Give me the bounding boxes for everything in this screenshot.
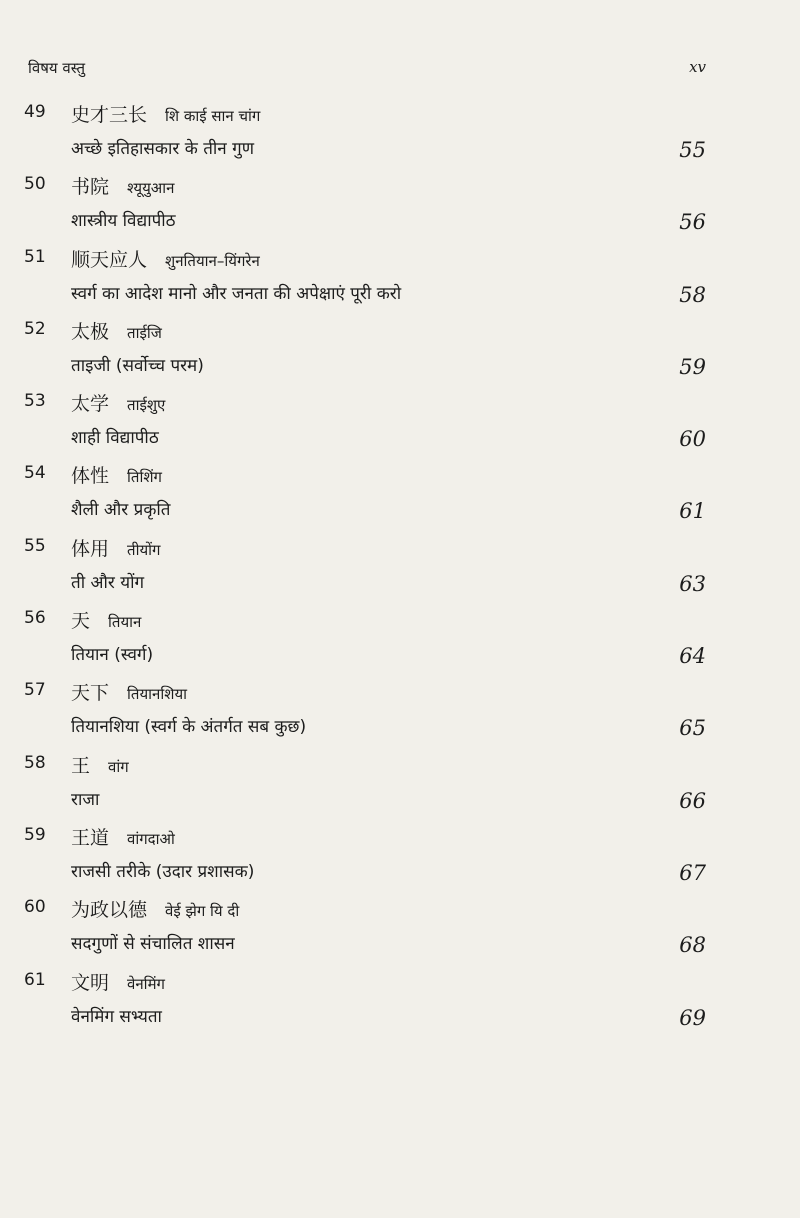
entry-gloss: शास्त्रीय विद्यापीठ bbox=[71, 211, 176, 232]
entry-gloss: ताइजी (सर्वोच्च परम) bbox=[71, 355, 204, 376]
chinese-term: 王道 bbox=[71, 826, 110, 849]
toc-entry bbox=[0, 968, 800, 1040]
entry-gloss: अच्छे इतिहासकार के तीन गुण bbox=[71, 139, 254, 159]
chinese-term: 体性 bbox=[71, 465, 110, 488]
entry-number: 52 bbox=[24, 318, 46, 339]
chinese-term: 天下 bbox=[71, 682, 110, 705]
entry-gloss: सदगुणों से संचालित शासन bbox=[71, 934, 235, 955]
entry-page: 55 bbox=[679, 138, 706, 162]
transliteration: वेई झेग यि दी bbox=[165, 902, 240, 921]
entry-heading bbox=[71, 895, 239, 922]
transliteration: शुनतियान–यिंगरेन bbox=[165, 251, 260, 270]
entry-number: 54 bbox=[24, 463, 46, 484]
entry-page: 67 bbox=[679, 860, 706, 885]
toc-entry bbox=[0, 245, 800, 317]
chinese-term: 为政以德 bbox=[71, 899, 148, 922]
chinese-term: 天 bbox=[71, 610, 91, 633]
entry-heading bbox=[71, 317, 162, 344]
entry-heading bbox=[71, 100, 260, 127]
entry-heading bbox=[71, 172, 174, 199]
entry-number: 58 bbox=[24, 752, 46, 773]
toc-entry bbox=[0, 751, 800, 823]
entry-page: 64 bbox=[679, 644, 706, 669]
entry-gloss: स्वर्ग का आदेश मानो और जनता की अपेक्षाएं पूरी करो bbox=[71, 283, 402, 304]
chinese-term: 体用 bbox=[71, 537, 110, 560]
toc-entry bbox=[0, 317, 800, 389]
entry-heading bbox=[71, 534, 160, 561]
transliteration: तिशिंग bbox=[127, 468, 162, 487]
transliteration: तियान bbox=[108, 613, 142, 632]
entry-page: 61 bbox=[679, 499, 706, 524]
transliteration: तियानशिया bbox=[127, 685, 188, 704]
entry-page: 58 bbox=[679, 282, 706, 307]
entry-page: 65 bbox=[679, 716, 706, 741]
entry-heading bbox=[71, 245, 260, 272]
entry-gloss: राजसी तरीके (उदार प्रशासक) bbox=[71, 861, 255, 882]
entry-heading bbox=[71, 678, 187, 705]
running-head: विषय वस्तु bbox=[28, 59, 86, 77]
chinese-term: 书院 bbox=[71, 176, 110, 199]
chinese-term: 顺天应人 bbox=[71, 248, 148, 271]
transliteration: वांगदाओ bbox=[127, 829, 175, 848]
entry-number: 60 bbox=[24, 897, 46, 918]
entry-gloss: तियानशिया (स्वर्ग के अंतर्गत सब कुछ) bbox=[71, 717, 307, 738]
entry-page: 56 bbox=[679, 210, 706, 235]
entry-page: 60 bbox=[679, 427, 706, 452]
entry-number: 53 bbox=[24, 391, 46, 412]
page-number: xv bbox=[689, 58, 706, 76]
toc-entry bbox=[0, 389, 800, 461]
entry-gloss: वेनमिंग सभ्यता bbox=[71, 1006, 162, 1027]
entry-number: 55 bbox=[24, 535, 46, 556]
entry-heading bbox=[71, 606, 141, 633]
chinese-term: 史才三长 bbox=[71, 104, 148, 126]
entry-gloss: शैली और प्रकृति bbox=[71, 500, 171, 521]
transliteration: शि काई सान चांग bbox=[165, 107, 261, 125]
toc-list bbox=[0, 100, 800, 1040]
toc-entry bbox=[0, 823, 800, 895]
transliteration: वेनमिंग bbox=[127, 974, 165, 993]
chinese-term: 王 bbox=[71, 754, 91, 777]
entry-number: 59 bbox=[24, 824, 46, 845]
entry-page: 68 bbox=[679, 933, 706, 958]
toc-entry bbox=[0, 100, 800, 172]
entry-number: 61 bbox=[24, 969, 46, 990]
entry-gloss: शाही विद्यापीठ bbox=[71, 428, 159, 449]
entry-heading bbox=[71, 461, 162, 488]
toc-entry bbox=[0, 534, 800, 606]
chinese-term: 文明 bbox=[71, 971, 110, 994]
transliteration: ताईशुए bbox=[127, 396, 166, 415]
entry-number: 49 bbox=[24, 102, 46, 122]
entry-number: 50 bbox=[24, 174, 46, 195]
entry-number: 57 bbox=[24, 680, 46, 701]
entry-heading bbox=[71, 823, 175, 850]
entry-page: 59 bbox=[679, 354, 706, 379]
chinese-term: 太极 bbox=[71, 320, 110, 343]
entry-number: 51 bbox=[24, 246, 46, 267]
entry-heading bbox=[71, 751, 129, 778]
entry-number: 56 bbox=[24, 608, 46, 629]
transliteration: तीयोंग bbox=[127, 540, 161, 559]
entry-page: 63 bbox=[679, 571, 706, 596]
toc-entry bbox=[0, 461, 800, 533]
toc-entry bbox=[0, 678, 800, 750]
toc-entry bbox=[0, 895, 800, 967]
entry-page: 66 bbox=[679, 788, 706, 813]
toc-entry bbox=[0, 172, 800, 244]
transliteration: ताईजि bbox=[127, 323, 162, 342]
entry-gloss: तियान (स्वर्ग) bbox=[71, 645, 154, 666]
entry-page: 69 bbox=[679, 1005, 706, 1030]
toc-entry bbox=[0, 606, 800, 678]
entry-gloss: ती और योंग bbox=[71, 572, 145, 593]
entry-heading bbox=[71, 389, 165, 416]
chinese-term: 太学 bbox=[71, 393, 110, 416]
transliteration: श्यूयुआन bbox=[127, 179, 175, 198]
entry-gloss: राजा bbox=[71, 789, 100, 810]
transliteration: वांग bbox=[108, 757, 129, 776]
entry-heading bbox=[71, 968, 165, 995]
